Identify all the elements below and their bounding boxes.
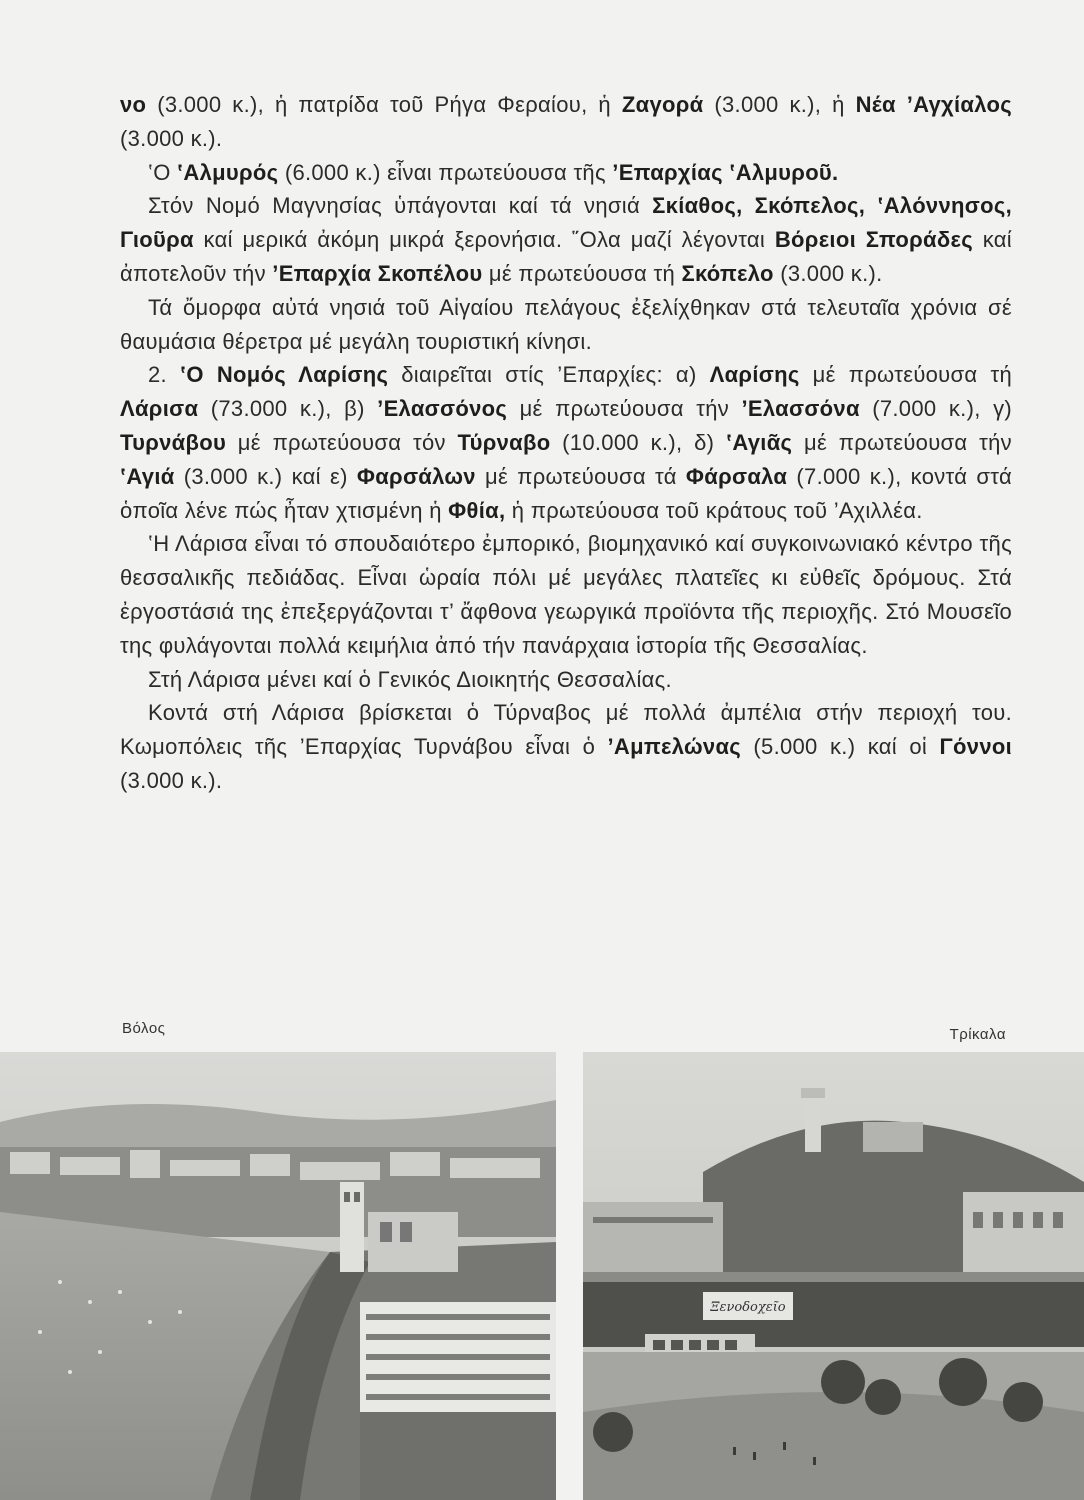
text-run: μέ πρωτεύουσα τή [482,260,682,286]
paragraph [120,88,1012,156]
bold-term: Βόρειοι Σποράδες [774,227,973,253]
bold-term: ’Επαρχίας ‛Αλμυροῦ. [612,159,839,185]
bold-term: ‛Αγιᾶς [725,429,793,455]
bold-term: Λάρισα [120,396,199,422]
paragraph [120,291,1012,359]
photo-volos [0,1052,556,1500]
text-run: μέ πρωτεύουσα τόν [226,429,458,455]
text-run: ‛Η Λάρισα εἶναι τό σπουδαιότερο ἐμπορικό, βιομηχανικό καί συγκοινωνιακό κέντρο τῆς θεσσαλικῆς πεδιάδας. Εἶναι ὡραία πόλι μέ μεγάλες πλατεῖες κι εὐθεῖς δρόμους. Στά ἐργοστάσιά της ἐπεξεργάζονται τ’ ἄφθονα γεωργικά προϊόντα τῆς περιοχῆς. Στό Μουσεῖο της φυλάγονται πολλά κειμήλια ἀπό τήν πανάρχαια ἱστορία τῆς Θεσσαλίας. [120,531,1012,658]
text-run: μέ πρωτεύουσα τά [475,463,686,489]
text-run: (3.000 κ.). [120,767,223,793]
text-run: ‛Ο [148,159,178,185]
paragraph [120,358,1012,527]
bold-term: Σκόπελο [681,260,774,286]
text-run: (7.000 κ.), κοντά στά ὁποῖα λένε πώς ἦταν χτισμένη ἡ [120,463,1012,523]
paragraph [120,156,1012,190]
text-run: καί μερικά ἀκόμη μικρά ξερονήσια. ῞Ολα μαζί λέγονται [193,227,775,253]
text-run: Στόν Νομό Μαγνησίας ὑπάγονται καί τά νησιά [148,193,653,219]
text-run: μέ πρωτεύουσα τή [799,362,1012,388]
text-run: (3.000 κ.) καί ε) [174,463,357,489]
bold-term: ‛Ο Νομός Λαρίσης [180,362,389,388]
text-run: διαιρεῖται στίς ’Επαρχίες: α) [388,362,710,388]
text-run: (3.000 κ.), ἡ [703,92,856,117]
bold-term: ‛Αλμυρός [177,159,279,185]
bold-term: Σκίαθος, Σκόπελος, ‛Αλόννησος, Γιοῦρα [120,193,1012,253]
bold-term: Λαρίσης [709,362,800,388]
text-run: Τά ὄμορφα αὐτά νησιά τοῦ Αἰγαίου πελάγους ἐξελίχθηκαν στά τελευταῖα χρόνια σέ θαυμάσια θέρετρα μέ μεγάλη τουριστική κίνησι. [120,294,1012,354]
text-run: (3.000 κ.). [773,260,883,286]
text-run: (10.000 κ.), δ) [550,429,726,455]
shop-sign-text: Ξενοδοχεῖο [710,1300,786,1315]
paragraph [120,189,1012,290]
text-run: καί ἀποτελοῦν τήν [120,227,1012,286]
volos-photo-image [0,1052,556,1500]
bold-term: νο [120,92,147,117]
text-run: (5.000 κ.) καί οἱ [741,734,940,760]
text-run: μέ πρωτεύουσα τήν [507,396,742,422]
caption-trikala: Τρίκαλα [949,1026,1006,1043]
text-run: (3.000 κ.). [120,125,223,151]
bold-term: Φθία, [448,497,506,523]
text-run: (3.000 κ.), ἡ πατρίδα τοῦ Ρήγα Φεραίου, ἡ [146,92,622,117]
bold-term: Τυρνάβου [120,429,227,455]
text-run: (7.000 κ.), γ) [859,396,1013,422]
bold-term: ’Επαρχία Σκοπέλου [272,260,483,286]
bold-term: ’Ελασσόνος [377,396,508,422]
text-run: (73.000 κ.), β) [198,396,378,422]
text-run: Στή Λάρισα μένει καί ὁ Γενικός Διοικητής Θεσσαλίας. [148,666,672,692]
bold-term: Φαρσάλων [356,463,476,489]
bold-term: Γόννοι [939,734,1012,760]
bold-term: Τύρναβο [457,429,551,455]
trikala-photo-image [583,1052,1084,1500]
caption-volos: Βόλος [122,1020,166,1037]
bold-term: ‛Αγιά [120,463,175,489]
bold-term: ’Αμπελώνας [607,734,742,760]
text-run: μέ πρωτεύουσα τήν [792,429,1012,455]
text-run: (6.000 κ.) εἶναι πρωτεύουσα τῆς [278,159,613,185]
paragraph [120,696,1012,797]
body-text [120,88,1012,798]
paragraph [120,663,1012,697]
bold-term: Ζαγορά [621,92,704,117]
photo-trikala [583,1052,1084,1500]
bold-term: ’Ελασσόνα [741,396,860,422]
text-run: 2. [148,362,180,388]
paragraph [120,527,1012,662]
bold-term: Φάρσαλα [685,463,788,489]
text-run: ἡ πρωτεύουσα τοῦ κράτους τοῦ ’Αχιλλέα. [505,497,923,523]
bold-term: Νέα ’Αγχίαλος [855,92,1012,117]
text-run: Κοντά στή Λάρισα βρίσκεται ὁ Τύρναβος μέ πολλά ἀμπέλια στήν περιοχή του. Κωμοπόλεις τῆς ’Επαρχίας Τυρνάβου εἶναι ὁ [120,700,1012,760]
